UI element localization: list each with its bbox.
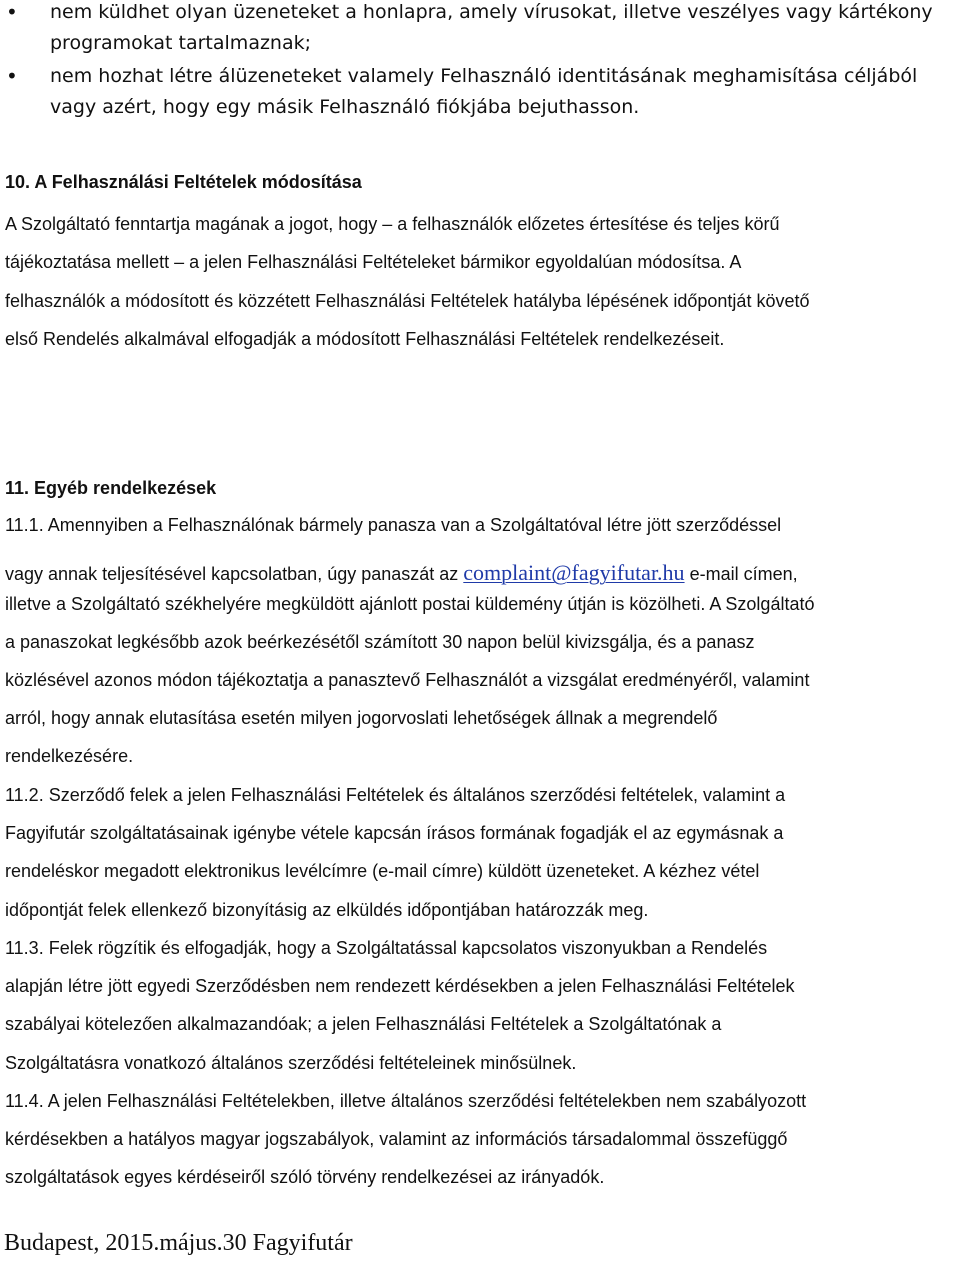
paragraph-line: Szolgáltatásra vonatkozó általános szerződési feltételeinek minősülnek. <box>5 1053 577 1073</box>
paragraph-line: arról, hogy annak elutasítása esetén milyen jogorvoslati lehetőségek állnak a megrendelő <box>5 708 718 728</box>
paragraph-line: A Szolgáltató fenntartja magának a jogot, hogy – a felhasználók előzetes értesítése és teljes körű <box>5 214 780 234</box>
paragraph-line: Fagyifutár szolgáltatásainak igénybe vétele kapcsán írásos formának fogadják el az egymásnak a <box>5 823 784 843</box>
paragraph-line: felhasználók a módosított és közzétett Felhasználási Feltételek hatályba lépésének időpontját követő <box>5 290 810 311</box>
paragraph-line <box>5 560 798 586</box>
paragraph-line: időpontját felek ellenkező bizonyításig az elküldés időpontjában határozzák meg. <box>5 900 649 920</box>
paragraph-line: első Rendelés alkalmával elfogadják a módosított Felhasználási Feltételek rendelkezéseit. <box>5 329 725 350</box>
bullet-icon: • <box>6 0 18 24</box>
section-heading: 10. A Felhasználási Feltételek módosítása <box>5 172 362 192</box>
list-item <box>6 61 940 123</box>
list-item-text: nem hozhat létre álüzeneteket valamely Felhasználó identitásának meghamisítása céljából <box>50 65 918 87</box>
paragraph-line: tájékoztatása mellett – a jelen Felhasználási Feltételeket bármikor egyoldalúan módosítsa. A <box>5 252 742 273</box>
paragraph-line: szabályai kötelezően alkalmazandóak; a jelen Felhasználási Feltételek a Szolgáltatónak a <box>5 1014 722 1034</box>
paragraph-line: 11.4. A jelen Felhasználási Feltételekben, illetve általános szerződési feltételekben nem szabályozott <box>5 1091 807 1111</box>
paragraph-text: e-mail címen, <box>684 564 798 584</box>
paragraph-text: vagy annak teljesítésével kapcsolatban, úgy panaszát az <box>5 564 464 584</box>
paragraph-line: illetve a Szolgáltató székhelyére megküldött ajánlott postai küldemény útján is közölheti. A Szolgáltató <box>5 594 815 614</box>
section-paragraph <box>5 205 960 359</box>
bullet-icon: • <box>6 64 18 88</box>
list-item-text: nem küldhet olyan üzeneteket a honlapra, amely vírusokat, illetve veszélyes vagy kártékony <box>50 1 933 23</box>
email-link[interactable]: complaint@fagyifutar.hu <box>463 560 685 585</box>
paragraph-line: közlésével azonos módon tájékoztatja a panasztevő Felhasználót a vizsgálat eredményéről, valamint <box>5 670 810 690</box>
paragraph-line: szolgáltatások egyes kérdéseiről szóló törvény rendelkezései az irányadók. <box>5 1167 605 1187</box>
paragraph-line: 11.3. Felek rögzítik és elfogadják, hogy a Szolgáltatással kapcsolatos viszonyukban a Rendelés <box>5 938 768 958</box>
paragraph-line: rendelkezésére. <box>5 746 134 766</box>
list-item-text: programokat tartalmaznak; <box>50 32 312 54</box>
paragraph-line: 11.2. Szerződő felek a jelen Felhasználási Feltételek és általános szerződési feltételek, valamint a <box>5 785 786 805</box>
footer-signature: Budapest, 2015.május.30 Fagyifutár <box>4 1230 353 1256</box>
paragraph-line: rendeléskor megadott elektronikus levélcímre (e-mail címre) küldött üzeneteket. A kézhez vétel <box>5 861 760 881</box>
paragraph-line: alapján létre jött egyedi Szerződésben nem rendezett kérdésekben a jelen Felhasználási Feltételek <box>5 976 795 996</box>
section-heading: 11. Egyéb rendelkezések <box>5 478 217 498</box>
paragraph-line: 11.1. Amennyiben a Felhasználónak bármely panasza van a Szolgáltatóval létre jött szerződéssel <box>5 515 782 535</box>
paragraph-line: a panaszokat legkésőbb azok beérkezésétől számított 30 napon belül kivizsgálja, és a panasz <box>5 632 755 652</box>
list-item-text: vagy azért, hogy egy másik Felhasználó fiókjába bejuthasson. <box>50 96 640 118</box>
list-item <box>6 0 940 59</box>
paragraph-line: kérdésekben a hatályos magyar jogszabályok, valamint az információs társadalommal összefüggő <box>5 1129 788 1149</box>
